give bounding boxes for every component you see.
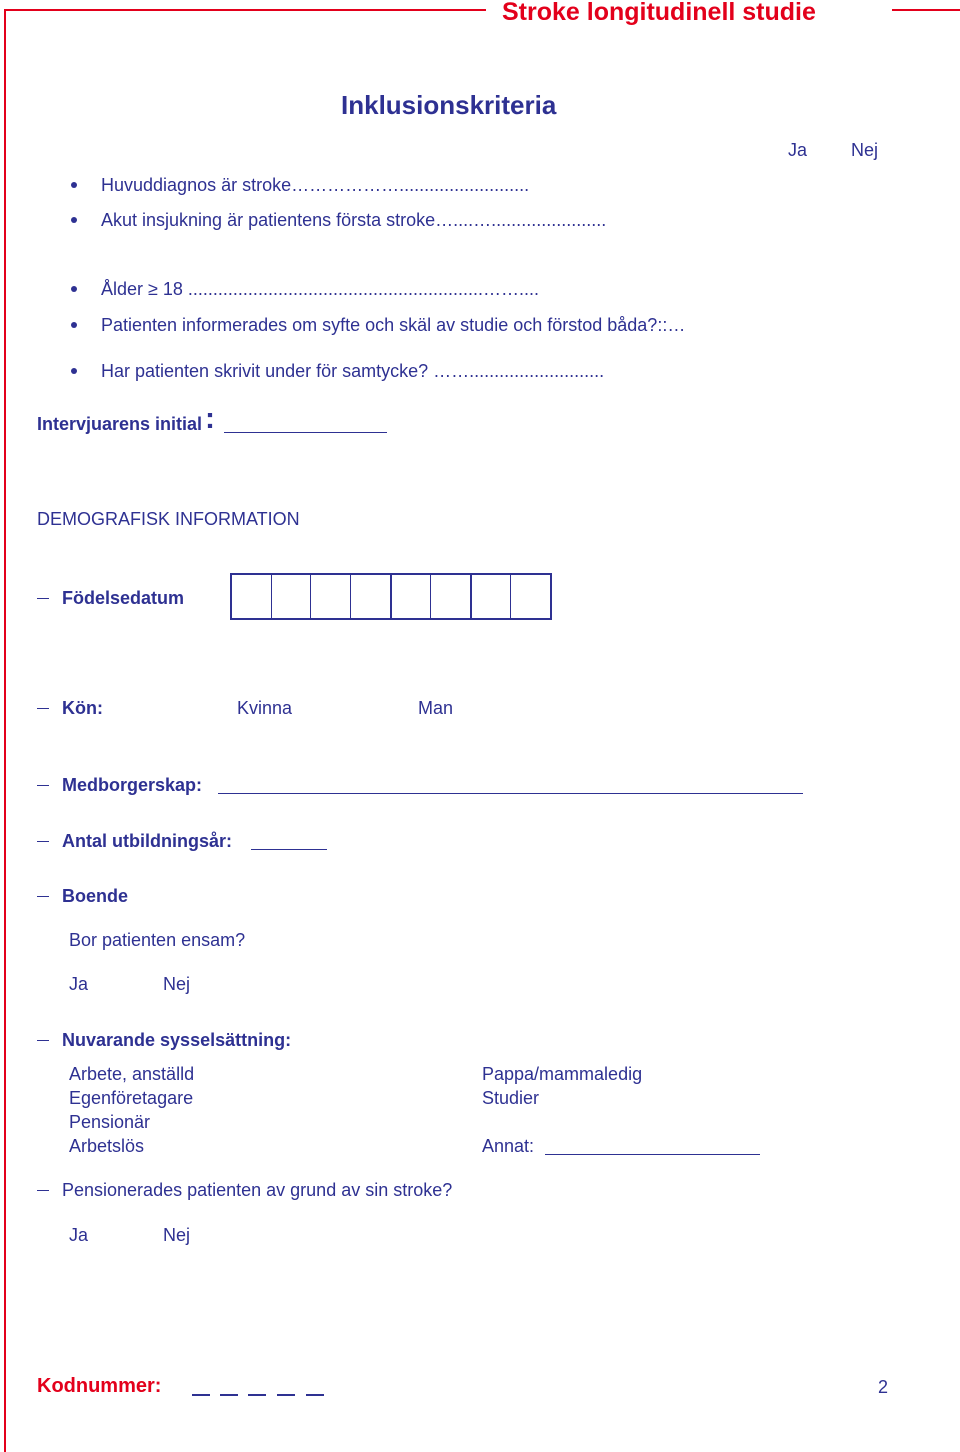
- bullet-dot-icon: [71, 286, 77, 292]
- birthdate-input-boxes[interactable]: [230, 573, 552, 620]
- education-years-label: Antal utbildningsår:: [62, 831, 232, 851]
- code-number-label: Kodnummer:: [37, 1375, 162, 1397]
- employment-option-retired[interactable]: Pensionär: [69, 1112, 151, 1132]
- citizenship-label: Medborgerskap:: [62, 775, 203, 795]
- inclusion-item-consent: Har patienten skrivit under för samtycke? ……...........................: [101, 361, 605, 381]
- dash-icon: [37, 598, 49, 599]
- inclusion-item-main-diagnosis: Huvuddiagnos är stroke………………..........................: [101, 175, 530, 195]
- column-no-label: Nej: [851, 140, 879, 160]
- code-number-digit-field[interactable]: [248, 1394, 266, 1396]
- retired-option-no[interactable]: Nej: [163, 1225, 191, 1245]
- employment-other-field[interactable]: [545, 1154, 760, 1155]
- birthdate-label: Födelsedatum: [62, 588, 185, 608]
- housing-label: Boende: [62, 886, 129, 906]
- bullet-dot-icon: [71, 217, 77, 223]
- bullet-dot-icon: [71, 322, 77, 328]
- code-number-digit-field[interactable]: [277, 1394, 295, 1396]
- dash-icon: [37, 708, 49, 709]
- header-rule-right: [892, 9, 960, 11]
- column-yes-label: Ja: [788, 140, 808, 160]
- retired-due-to-stroke-question: Pensionerades patienten av grund av sin stroke?: [62, 1180, 453, 1200]
- code-number-digit-field[interactable]: [306, 1394, 324, 1396]
- lives-alone-option-yes[interactable]: Ja: [69, 974, 89, 994]
- inclusion-title: Inklusionskriteria: [341, 90, 557, 120]
- education-years-field[interactable]: [251, 849, 327, 850]
- employment-option-employed[interactable]: Arbete, anställd: [69, 1064, 195, 1084]
- gender-option-female[interactable]: Kvinna: [237, 698, 293, 718]
- gender-option-male[interactable]: Man: [418, 698, 454, 718]
- birthdate-digit-box[interactable]: [311, 575, 351, 618]
- inclusion-item-first-stroke: Akut insjukning är patientens första stroke…....….......................: [101, 210, 607, 230]
- employment-option-other[interactable]: Annat:: [482, 1136, 535, 1156]
- birthdate-digit-box[interactable]: [511, 575, 550, 618]
- dash-icon: [37, 841, 49, 842]
- employment-option-unemployed[interactable]: Arbetslös: [69, 1136, 145, 1156]
- left-margin-rule: [4, 9, 6, 1452]
- birthdate-digit-box[interactable]: [232, 575, 272, 618]
- employment-option-parental-leave[interactable]: Pappa/mammaledig: [482, 1064, 643, 1084]
- dash-icon: [37, 1190, 49, 1191]
- code-number-digit-field[interactable]: [220, 1394, 238, 1396]
- birthdate-digit-box[interactable]: [431, 575, 472, 618]
- birthdate-digit-box[interactable]: [272, 575, 312, 618]
- birthdate-digit-box[interactable]: [392, 575, 432, 618]
- employment-option-studies[interactable]: Studier: [482, 1088, 540, 1108]
- bullet-dot-icon: [71, 368, 77, 374]
- lives-alone-question: Bor patienten ensam?: [69, 930, 246, 950]
- employment-option-self-employed[interactable]: Egenföretagare: [69, 1088, 194, 1108]
- dash-icon: [37, 785, 49, 786]
- page-number: 2: [878, 1377, 889, 1397]
- retired-option-yes[interactable]: Ja: [69, 1225, 89, 1245]
- dash-icon: [37, 1040, 49, 1041]
- employment-label: Nuvarande sysselsättning:: [62, 1030, 292, 1050]
- dash-icon: [37, 896, 49, 897]
- code-number-digit-field[interactable]: [192, 1394, 210, 1396]
- birthdate-digit-box[interactable]: [472, 575, 512, 618]
- header-title: Stroke longitudinell studie: [502, 0, 816, 26]
- interviewer-initials-label: Intervjuarens initial: [37, 414, 203, 434]
- inclusion-item-informed: Patienten informerades om syfte och skäl av studie och förstod båda?::…: [101, 315, 686, 335]
- citizenship-field[interactable]: [218, 793, 803, 794]
- lives-alone-option-no[interactable]: Nej: [163, 974, 191, 994]
- inclusion-item-age: Ålder ≥ 18 ...........................................................……....: [101, 279, 539, 299]
- interviewer-initials-colon: :: [205, 402, 215, 435]
- bullet-dot-icon: [71, 182, 77, 188]
- demographic-title: DEMOGRAFISK INFORMATION: [37, 509, 300, 529]
- birthdate-digit-box[interactable]: [351, 575, 392, 618]
- header-rule-left: [4, 9, 486, 11]
- interviewer-initials-field[interactable]: [224, 432, 387, 433]
- gender-label: Kön:: [62, 698, 103, 718]
